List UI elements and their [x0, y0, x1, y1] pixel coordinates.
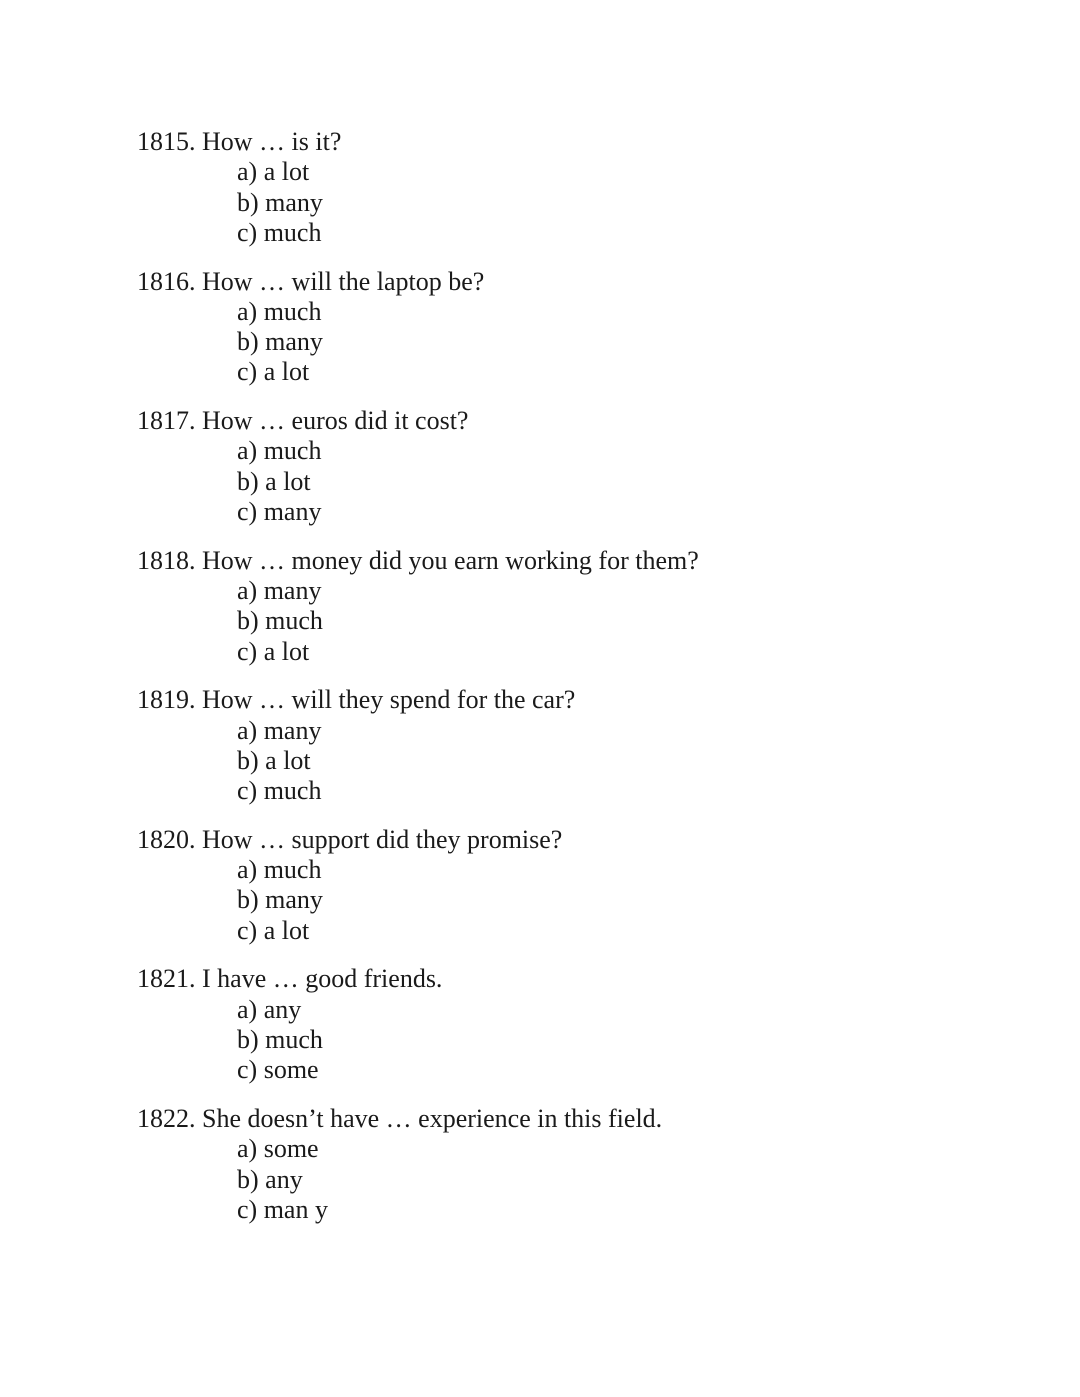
question-number: 1821.: [137, 964, 196, 994]
answer-option: b) any: [237, 1164, 303, 1194]
answer-option: c) much: [237, 776, 322, 806]
answer-option: a) any: [237, 994, 302, 1024]
answer-option: a) many: [237, 576, 322, 606]
answer-option: b) many: [237, 187, 323, 217]
answer-option: a) much: [237, 296, 322, 326]
question-text: [137, 1104, 1080, 1134]
question-stem: She doesn’t have … experience in this field.: [202, 1104, 663, 1134]
question-number: 1817.: [137, 406, 196, 436]
answer-option: b) a lot: [237, 745, 311, 775]
question-item: [137, 406, 1080, 527]
question-item: [137, 964, 1080, 1085]
question-stem: How … will they spend for the car?: [202, 685, 576, 715]
question-stem: I have … good friends.: [202, 964, 443, 994]
answer-option: b) many: [237, 327, 323, 357]
worksheet: [137, 127, 1080, 1244]
question-number: 1820.: [137, 824, 196, 854]
answer-option: c) a lot: [237, 636, 310, 666]
question-text: [137, 546, 1080, 576]
question-item: [137, 685, 1080, 806]
answer-option: c) man y: [237, 1194, 328, 1224]
answer-option: a) many: [237, 715, 322, 745]
question-number: 1816.: [137, 266, 196, 296]
answer-option: a) some: [237, 1134, 319, 1164]
answer-option: a) much: [237, 855, 322, 885]
question-item: [137, 1104, 1080, 1225]
question-text: [137, 825, 1080, 855]
question-number: 1818.: [137, 545, 196, 575]
answer-option: c) much: [237, 217, 322, 247]
question-text: [137, 685, 1080, 715]
answer-option: c) a lot: [237, 915, 310, 945]
question-item: [137, 546, 1080, 667]
answer-option: a) a lot: [237, 157, 310, 187]
answer-option: b) a lot: [237, 466, 311, 496]
question-number: 1815.: [137, 127, 196, 156]
question-stem: How … support did they promise?: [202, 824, 563, 854]
question-item: [137, 267, 1080, 388]
answer-option: b) many: [237, 885, 323, 915]
answer-option: c) some: [237, 1055, 319, 1085]
answer-option: b) much: [237, 1025, 323, 1055]
question-stem: How … money did you earn working for them?: [202, 545, 699, 575]
answer-option: a) much: [237, 436, 322, 466]
question-stem: How … will the laptop be?: [202, 266, 485, 296]
question-stem: How … euros did it cost?: [202, 406, 469, 436]
answer-option: c) many: [237, 497, 322, 527]
question-number: 1822.: [137, 1104, 196, 1134]
question-item: [137, 127, 1080, 248]
question-text: [137, 267, 1080, 297]
question-item: [137, 825, 1080, 946]
answer-option: b) much: [237, 606, 323, 636]
question-text: [137, 127, 1080, 157]
question-number: 1819.: [137, 685, 196, 715]
question-text: [137, 964, 1080, 994]
answer-option: c) a lot: [237, 357, 310, 387]
question-text: [137, 406, 1080, 436]
question-stem: How … is it?: [202, 127, 342, 156]
